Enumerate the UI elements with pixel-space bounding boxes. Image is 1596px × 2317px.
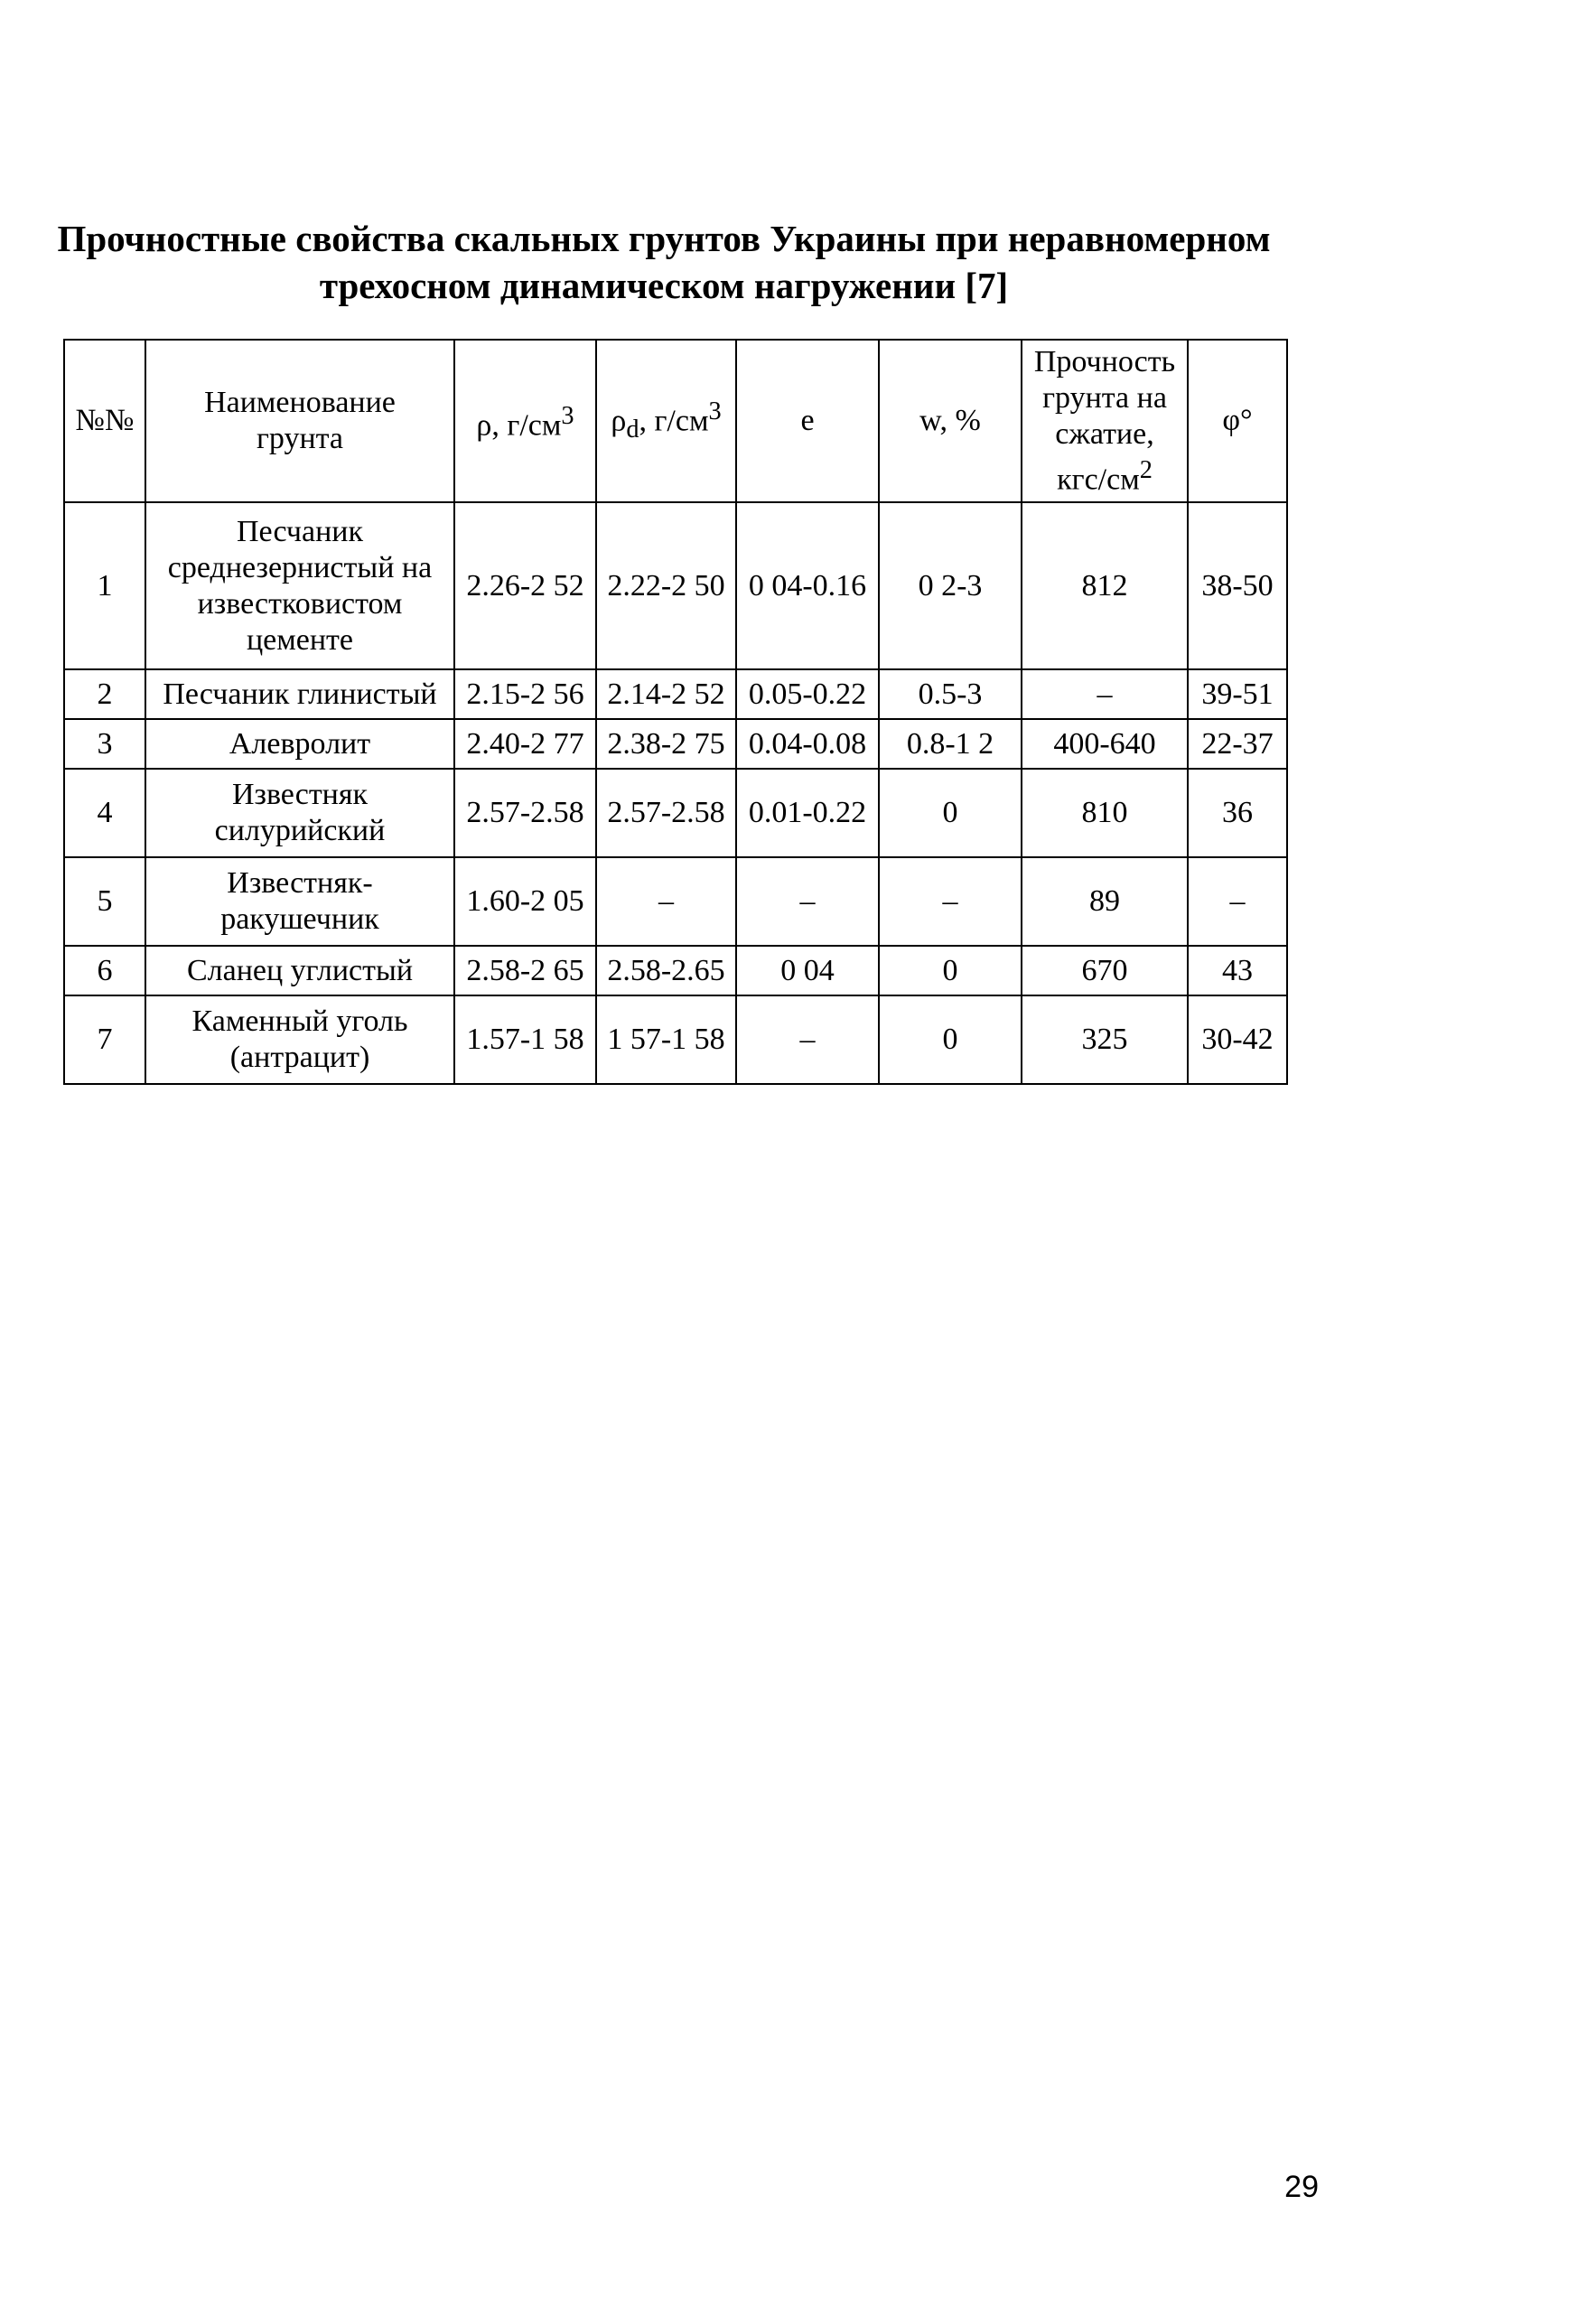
cell-strength: 400-640 [1022,719,1188,769]
cell-phi: – [1188,857,1287,946]
table-row [64,946,1287,995]
cell-num: 2 [64,669,145,719]
cell-num: 3 [64,719,145,769]
cell-rho: 1.57-1 58 [454,995,596,1084]
cell-num: 5 [64,857,145,946]
soil-name-line: силурийский [214,814,386,847]
cell-e: 0.04-0.08 [736,719,879,769]
header-strength [1022,340,1188,502]
cell-rho: 1.60-2 05 [454,857,596,946]
cell-name [145,719,454,769]
header-strength-line-4: кгс/см [1057,462,1140,497]
table-row [64,669,1287,719]
header-strength-line-1: Прочность [1033,344,1176,378]
header-rhod [596,340,736,502]
cell-rhod: 2.57-2.58 [596,769,736,857]
cell-phi: 22-37 [1188,719,1287,769]
cell-strength: 812 [1022,502,1188,669]
cell-name [145,502,454,669]
soil-name-line: среднезернистый на [167,550,433,584]
cell-strength: – [1022,669,1188,719]
page-number: 29 [1284,2170,1319,2204]
soil-name-line: ракушечник [220,902,379,936]
cell-w: 0.8-1 2 [879,719,1022,769]
header-rho-label: ρ, г/см [476,408,562,443]
soil-name-line: Известняк [231,778,369,811]
cell-num: 7 [64,995,145,1084]
cell-w: 0 [879,995,1022,1084]
cell-w: 0.5-3 [879,669,1022,719]
cell-rhod: 1 57-1 58 [596,995,736,1084]
header-name-line-2: грунта [256,422,344,455]
header-rhod-symbol: ρ [611,404,627,438]
cell-rho: 2.58-2 65 [454,946,596,995]
header-row [64,340,1287,502]
header-rhod-unit: , г/см [639,404,709,438]
header-e: е [736,340,879,502]
cell-phi: 36 [1188,769,1287,857]
table-row [64,857,1287,946]
soil-name-line: (антрацит) [229,1041,370,1074]
cell-phi: 39-51 [1188,669,1287,719]
header-phi: φ° [1188,340,1287,502]
table-row [64,995,1287,1084]
soil-name-line: Каменный уголь [191,1004,408,1038]
cell-phi: 38-50 [1188,502,1287,669]
header-strength-line-2: грунта на [1042,380,1167,415]
cell-w: – [879,857,1022,946]
soil-name-line: известковистом [197,586,403,621]
soil-name-line: Песчаник глинистый [163,677,437,711]
cell-e: 0 04 [736,946,879,995]
cell-rhod: – [596,857,736,946]
cell-e: 0.05-0.22 [736,669,879,719]
cell-num: 1 [64,502,145,669]
cell-w: 0 2-3 [879,502,1022,669]
cell-strength: 670 [1022,946,1188,995]
cell-strength: 810 [1022,769,1188,857]
cell-w: 0 [879,946,1022,995]
title-line-1: Прочностные свойства скальных грунтов Украины при неравномерном [57,218,1271,259]
header-w: w, % [879,340,1022,502]
header-num: №№ [64,340,145,502]
cell-name [145,769,454,857]
cell-name [145,669,454,719]
header-rhod-sub: d [626,416,639,444]
header-rho-sup: 3 [561,401,574,430]
title-line-2: трехосном динамическом нагружении [7] [319,265,1009,306]
table-title [36,215,1292,309]
cell-strength: 89 [1022,857,1188,946]
cell-name [145,857,454,946]
soil-name-line: Песчаник [236,514,363,548]
cell-rhod: 2.14-2 52 [596,669,736,719]
cell-rhod: 2.22-2 50 [596,502,736,669]
soil-name-line: цементе [246,622,354,657]
cell-name [145,995,454,1084]
cell-num: 6 [64,946,145,995]
soil-name-line: Алевролит [229,726,371,761]
cell-rhod: 2.58-2.65 [596,946,736,995]
soil-name-line: Известняк- [227,866,373,900]
cell-phi: 30-42 [1188,995,1287,1084]
header-strength-sup: 2 [1139,455,1153,484]
header-name-line-1: Наименование [204,386,396,419]
cell-rho: 2.40-2 77 [454,719,596,769]
table-row [64,719,1287,769]
table-row [64,769,1287,857]
cell-e: 0.01-0.22 [736,769,879,857]
cell-w: 0 [879,769,1022,857]
cell-e: 0 04-0.16 [736,502,879,669]
header-rhod-sup: 3 [708,397,722,425]
header-strength-line-3: сжатие, [1055,416,1154,451]
cell-rho: 2.15-2 56 [454,669,596,719]
soil-name-line: Сланец углистый [186,953,414,987]
cell-rho: 2.57-2.58 [454,769,596,857]
header-name [145,340,454,502]
cell-name [145,946,454,995]
table-row [64,502,1287,669]
cell-rho: 2.26-2 52 [454,502,596,669]
header-rho [454,340,596,502]
cell-e: – [736,857,879,946]
properties-table [63,339,1288,1085]
cell-num: 4 [64,769,145,857]
cell-strength: 325 [1022,995,1188,1084]
cell-phi: 43 [1188,946,1287,995]
cell-e: – [736,995,879,1084]
cell-rhod: 2.38-2 75 [596,719,736,769]
